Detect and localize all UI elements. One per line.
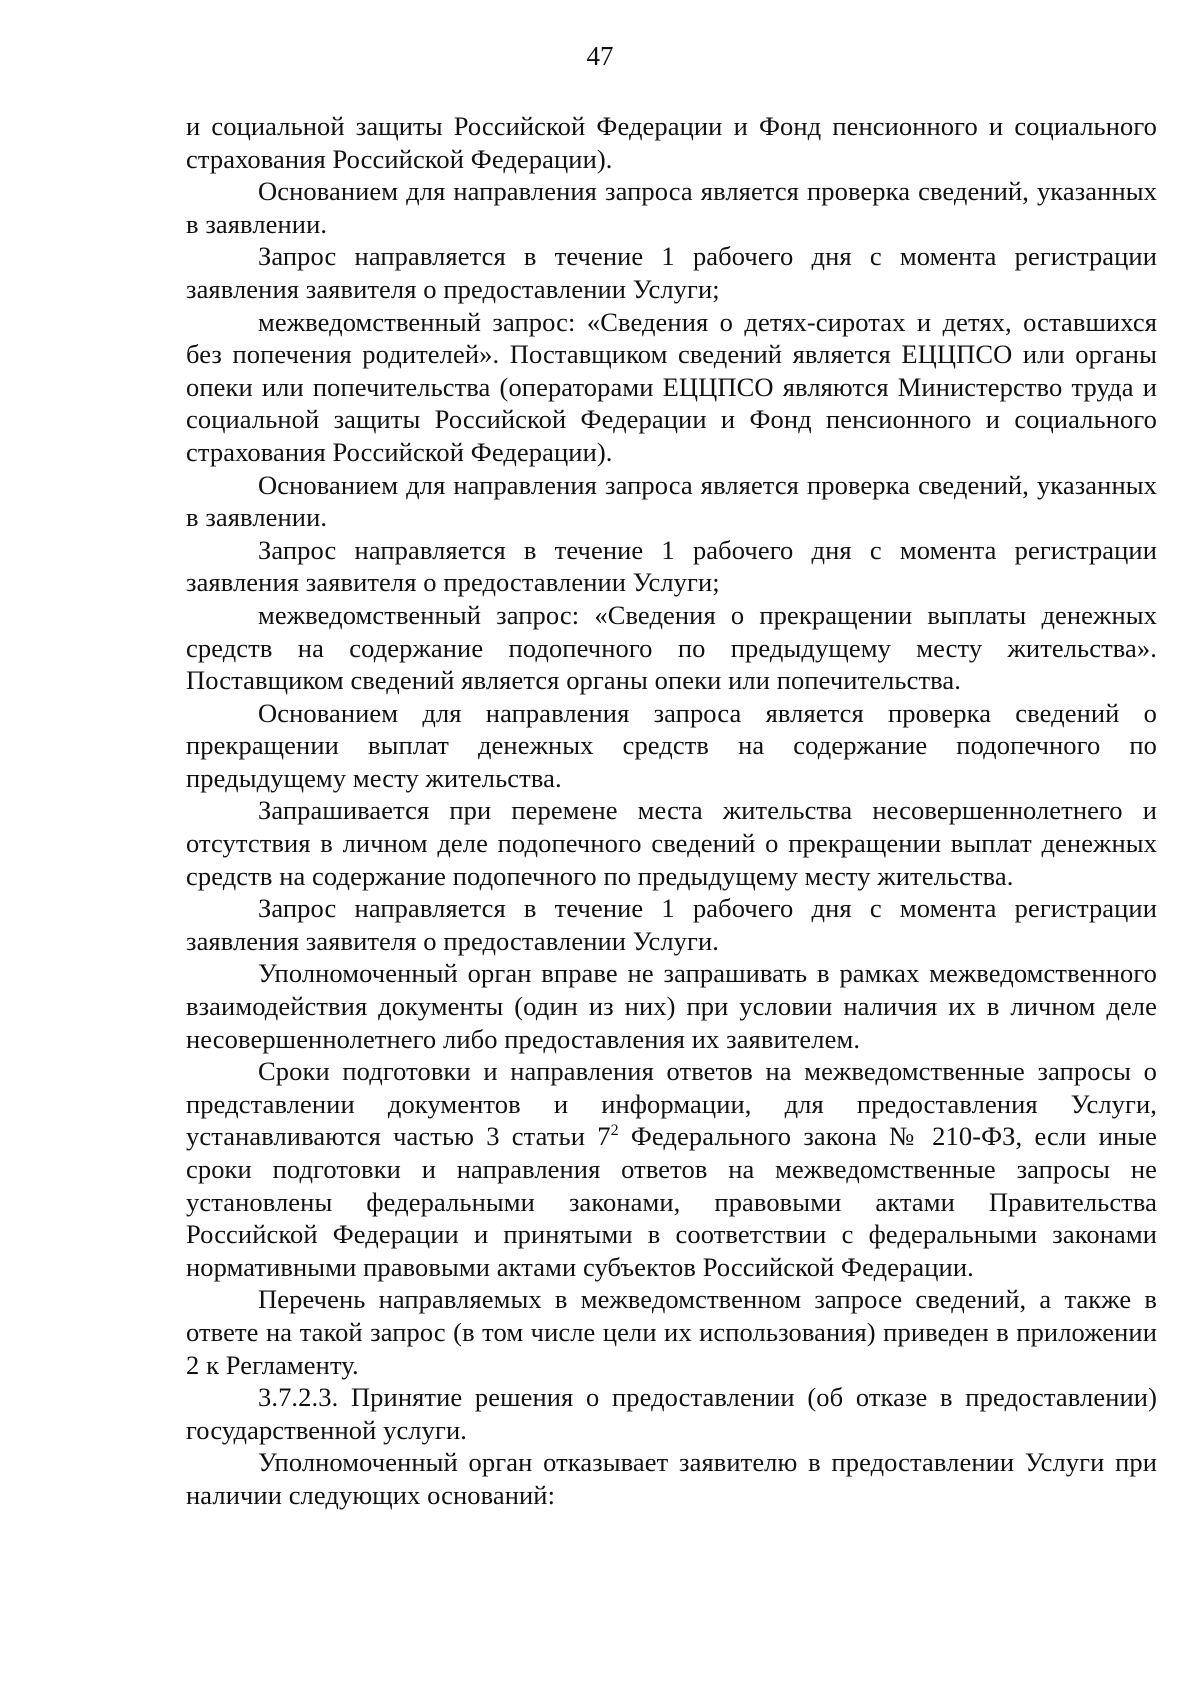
document-body <box>186 110 1157 1512</box>
paragraph: межведомственный запрос: «Сведения о прекращении выплаты денежных средств на содержание подопечного по предыдущему месту жительства». Поставщиком сведений является органы опеки или попечительства. <box>186 599 1157 696</box>
paragraph: Запрашивается при перемене места жительства несовершеннолетнего и отсутствия в личном деле подопечного сведений о прекращении выплат денежных средств на содержание подопечного по предыдущему месту жительства. <box>186 795 1157 891</box>
paragraph: Основанием для направления запроса является проверка сведений, указанных в заявлении. <box>186 176 1157 239</box>
paragraph: Основанием для направления запроса является проверка сведений, указанных в заявлении. <box>186 469 1157 533</box>
paragraph-text-part: Федерального закона № 210-ФЗ, если иные сроки подготовки и направления ответов на межведомственные запросы не установлены федеральными законами, правовыми актами Правительства Российской Федерации и принятыми в соответствии с федеральными законами нормативными правовыми актами субъектов Российской Федерации. <box>186 1121 1157 1282</box>
paragraph: межведомственный запрос: «Сведения о детях-сиротах и детях, оставшихся без попечения родителей». Поставщиком сведений является ЕЦЦПСО или органы опеки или попечительства (операторами ЕЦЦПСО являются Министерство труда и социальной защиты Российской Федерации и Фонд пенсионного и социального страхования Российской Федерации). <box>186 306 1157 467</box>
paragraph-with-superscript <box>186 1055 1157 1283</box>
paragraph: Запрос направляется в течение 1 рабочего дня с момента регистрации заявления заявителя о предоставлении Услуги. <box>186 893 1157 956</box>
paragraph: Уполномоченный орган вправе не запрашивать в рамках межведомственного взаимодействия документы (один из них) при условии наличия их в личном деле несовершеннолетнего либо предоставления их заявителем. <box>186 958 1157 1054</box>
paragraph: Запрос направляется в течение 1 рабочего дня с момента регистрации заявления заявителя о предоставлении Услуги; <box>186 241 1157 304</box>
paragraph: Основанием для направления запроса является проверка сведений о прекращении выплат денежных средств на содержание подопечного по предыдущему месту жительства. <box>186 697 1157 793</box>
paragraph: Перечень направляемых в межведомственном запросе сведений, а также в ответе на такой запрос (в том числе цели их использования) приведен в приложении 2 к Регламенту. <box>186 1284 1157 1380</box>
paragraph: и социальной защиты Российской Федерации и Фонд пенсионного и социального страхования Российской Федерации). <box>186 111 1157 174</box>
paragraph-text-part: Сроки подготовки и направления ответов на межведомственные запросы о представлении документов и информации, для предоставления Услуги, устанавливаются частью 3 статьи 7 <box>186 1056 1157 1152</box>
superscript: 2 <box>610 1122 619 1140</box>
page-number: 47 <box>586 41 614 71</box>
paragraph: Запрос направляется в течение 1 рабочего дня с момента регистрации заявления заявителя о предоставлении Услуги; <box>186 534 1157 598</box>
section-heading-paragraph: 3.7.2.3. Принятие решения о предоставлении (об отказе в предоставлении) государственной услуги. <box>186 1382 1157 1445</box>
paragraph: Уполномоченный орган отказывает заявителю в предоставлении Услуги при наличии следующих оснований: <box>186 1447 1157 1510</box>
